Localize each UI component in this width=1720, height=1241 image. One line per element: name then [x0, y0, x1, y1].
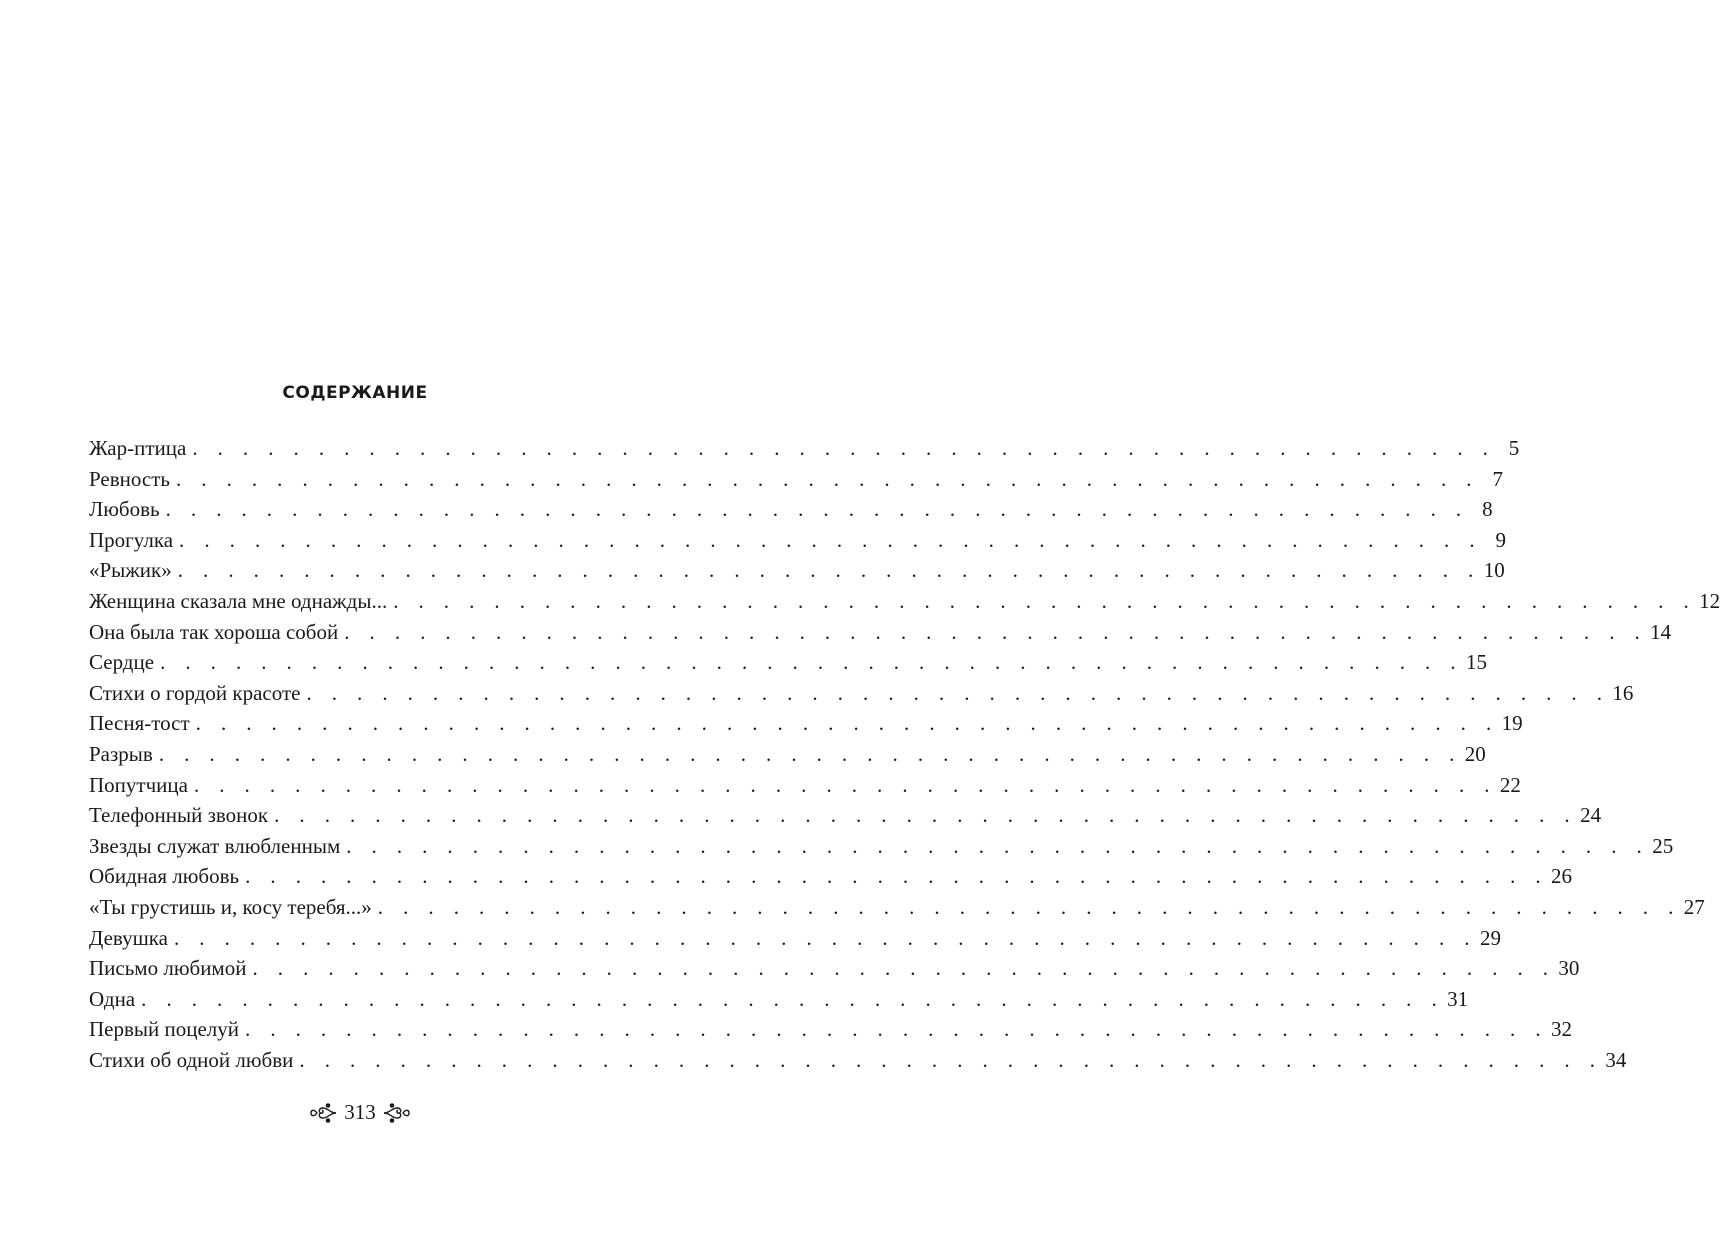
toc-leader-dots: . . . . . . . . . . . . . . . . . . . . . . . . . . . . . . . . . . . . . . . . . . . . . . . . . . . .: [245, 864, 1549, 889]
toc-entry: [89, 586, 1720, 617]
toc-entry-title: Письмо любимой: [89, 956, 247, 981]
right-ornament-icon: [382, 1102, 412, 1124]
toc-entry-title: Любовь: [89, 497, 160, 522]
toc-entry-title: Сердце: [89, 650, 155, 675]
toc-entry: [89, 433, 1520, 464]
toc-entry: [89, 1014, 1572, 1045]
toc-entry: [89, 555, 1505, 586]
toc-entry: [89, 1045, 1627, 1076]
toc-leader-dots: . . . . . . . . . . . . . . . . . . . . . . . . . . . . . . . . . . . . . . . . . . . . . . . . . . . .: [393, 588, 1697, 613]
toc-entry-title: Попутчица: [89, 772, 188, 797]
toc-entry-title: Обидная любовь: [89, 864, 240, 889]
page-title: СОДЕРЖАНИЕ: [282, 383, 428, 403]
toc-leader-dots: . . . . . . . . . . . . . . . . . . . . . . . . . . . . . . . . . . . . . . . . . . . . . . . . . . . .: [192, 436, 1496, 460]
toc-entry-page: 20: [1464, 741, 1486, 766]
toc-entry-title: Одна: [89, 986, 136, 1011]
toc-leader-dots: . . . . . . . . . . . . . . . . . . . . . . . . . . . . . . . . . . . . . . . . . . . . . . . . . . . .: [245, 1017, 1548, 1042]
toc-entry-page: 19: [1501, 711, 1523, 736]
page-footer: [0, 1100, 720, 1125]
toc-entry: [89, 831, 1674, 862]
toc-leader-dots: . . . . . . . . . . . . . . . . . . . . . . . . . . . . . . . . . . . . . . . . . . . . . . . . . . . .: [306, 680, 1610, 705]
toc-leader-dots: . . . . . . . . . . . . . . . . . . . . . . . . . . . . . . . . . . . . . . . . . . . . . . . . . . . .: [158, 741, 1462, 766]
toc-entry-title: Песня-тост: [89, 711, 190, 736]
toc-entry-page: 14: [1650, 619, 1672, 644]
toc-entry: [89, 953, 1580, 984]
toc-leader-dots: . . . . . . . . . . . . . . . . . . . . . . . . . . . . . . . . . . . . . . . . . . . . . . . . . . . .: [377, 894, 1681, 919]
toc-entry-page: 12: [1699, 588, 1720, 613]
toc-entry: [89, 647, 1488, 678]
toc-entry-page: 10: [1483, 558, 1505, 583]
toc-entry-title: Она была так хороша собой: [89, 619, 339, 644]
toc-entry-page: 31: [1447, 986, 1469, 1011]
table-of-contents: [89, 433, 1720, 1075]
toc-leader-dots: . . . . . . . . . . . . . . . . . . . . . . . . . . . . . . . . . . . . . . . . . . . . . . . . . . . .: [177, 558, 1481, 583]
toc-entry-title: Первый поцелуй: [89, 1017, 240, 1042]
toc-leader-dots: . . . . . . . . . . . . . . . . . . . . . . . . . . . . . . . . . . . . . . . . . . . . . . . . . . . .: [175, 466, 1479, 491]
toc-entry-title: Стихи об одной любви: [89, 1047, 294, 1072]
toc-entry-page: 34: [1605, 1047, 1627, 1072]
toc-entry: [89, 739, 1486, 770]
toc-entry: [89, 464, 1503, 495]
toc-entry-page: 15: [1466, 650, 1488, 675]
toc-entry: [89, 678, 1634, 709]
toc-entry-page: 25: [1652, 833, 1674, 858]
toc-entry: [89, 800, 1602, 831]
toc-entry-page: 30: [1558, 956, 1580, 981]
toc-entry-title: Ревность: [89, 466, 170, 491]
toc-leader-dots: . . . . . . . . . . . . . . . . . . . . . . . . . . . . . . . . . . . . . . . . . . . . . . . . . . . .: [160, 650, 1464, 675]
toc-entry-title: Стихи о гордой красоте: [89, 680, 301, 705]
toc-entry-title: Девушка: [89, 925, 168, 950]
toc-entry-page: 32: [1550, 1017, 1572, 1042]
toc-entry: [89, 617, 1672, 648]
toc-entry: [89, 892, 1705, 923]
toc-entry-title: «Рыжик»: [89, 558, 172, 583]
toc-entry-page: 24: [1580, 803, 1602, 828]
toc-entry-page: 16: [1612, 680, 1634, 705]
toc-entry-page: 29: [1479, 925, 1501, 950]
toc-leader-dots: . . . . . . . . . . . . . . . . . . . . . . . . . . . . . . . . . . . . . . . . . . . . . . . . . . . .: [173, 925, 1477, 950]
toc-entry-title: «Ты грустишь и, косу теребя...»: [89, 894, 372, 919]
left-ornament-icon: [308, 1102, 338, 1124]
toc-leader-dots: . . . . . . . . . . . . . . . . . . . . . . . . . . . . . . . . . . . . . . . . . . . . . . . . . . . .: [344, 619, 1648, 644]
toc-entry-title: Женщина сказала мне однажды...: [89, 588, 388, 613]
toc-entry-title: Разрыв: [89, 741, 153, 766]
toc-entry: [89, 770, 1521, 801]
toc-entry-page: 27: [1683, 894, 1705, 919]
page-number: 313: [344, 1100, 376, 1124]
toc-entry-title: Звезды служат влюбленным: [89, 833, 341, 858]
toc-entry-title: Прогулка: [89, 527, 174, 552]
toc-leader-dots: . . . . . . . . . . . . . . . . . . . . . . . . . . . . . . . . . . . . . . . . . . . . . . . . . . . .: [299, 1047, 1603, 1072]
toc-entry-page: 5: [1508, 436, 1520, 460]
toc-leader-dots: . . . . . . . . . . . . . . . . . . . . . . . . . . . . . . . . . . . . . . . . . . . . . . . . . . . .: [252, 956, 1556, 981]
toc-entry: [89, 861, 1573, 892]
toc-leader-dots: . . . . . . . . . . . . . . . . . . . . . . . . . . . . . . . . . . . . . . . . . . . . . . . . . . . .: [193, 772, 1497, 797]
toc-leader-dots: . . . . . . . . . . . . . . . . . . . . . . . . . . . . . . . . . . . . . . . . . . . . . . . . . . . .: [195, 711, 1499, 736]
toc-entry: [89, 984, 1469, 1015]
toc-leader-dots: . . . . . . . . . . . . . . . . . . . . . . . . . . . . . . . . . . . . . . . . . . . . . . . . . . . .: [165, 497, 1469, 522]
toc-entry-page: 22: [1499, 772, 1521, 797]
toc-entry: [89, 708, 1523, 739]
toc-leader-dots: . . . . . . . . . . . . . . . . . . . . . . . . . . . . . . . . . . . . . . . . . . . . . . . . . . . .: [179, 527, 1482, 552]
toc-entry-page: 7: [1492, 466, 1503, 491]
toc-entry-title: Телефонный звонок: [89, 803, 269, 828]
toc-entry-title: Жар-птица: [89, 436, 187, 460]
toc-entry: [89, 525, 1506, 556]
toc-leader-dots: . . . . . . . . . . . . . . . . . . . . . . . . . . . . . . . . . . . . . . . . . . . . . . . . . . . .: [346, 833, 1650, 858]
toc-entry: [89, 494, 1493, 525]
toc-leader-dots: . . . . . . . . . . . . . . . . . . . . . . . . . . . . . . . . . . . . . . . . . . . . . . . . . . . .: [274, 803, 1578, 828]
toc-entry-page: 9: [1495, 527, 1506, 552]
toc-entry-page: 8: [1482, 497, 1493, 522]
toc-leader-dots: . . . . . . . . . . . . . . . . . . . . . . . . . . . . . . . . . . . . . . . . . . . . . . . . . . . .: [141, 986, 1445, 1011]
toc-entry: [89, 923, 1501, 954]
toc-entry-page: 26: [1551, 864, 1573, 889]
